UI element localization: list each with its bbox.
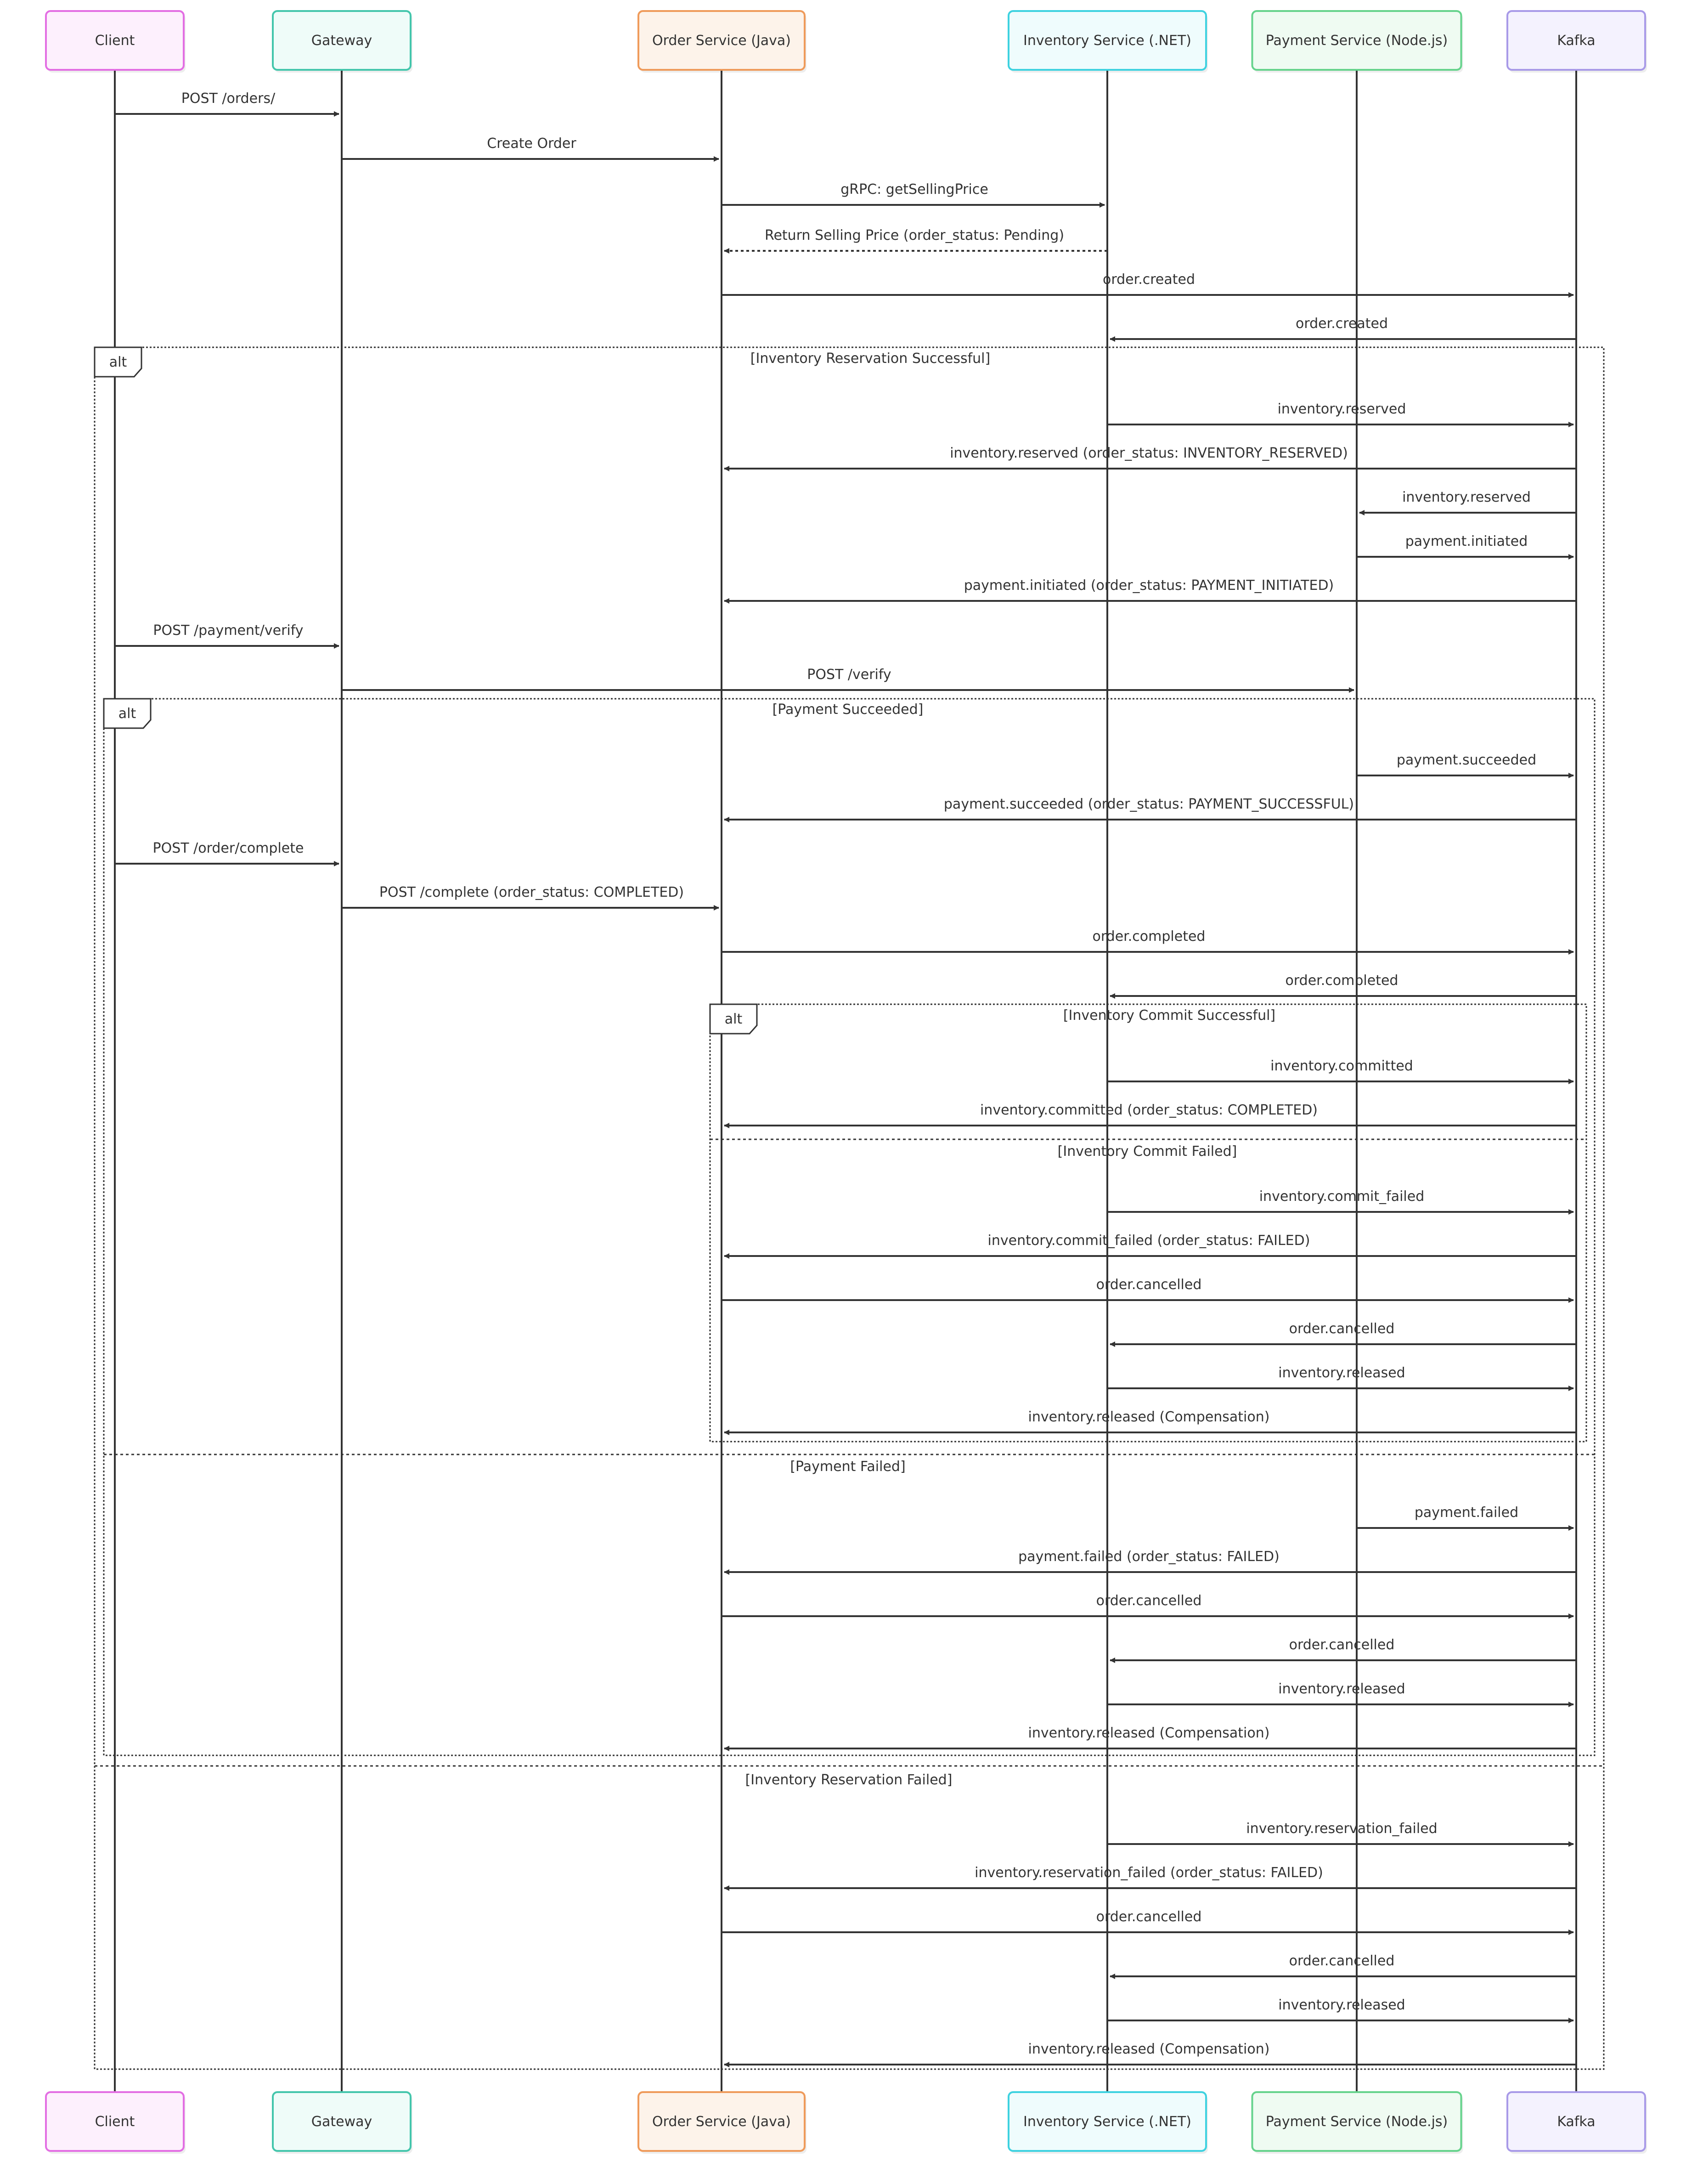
- actor-label: Client: [95, 33, 135, 49]
- message-label: inventory.reserved: [1402, 489, 1531, 505]
- message-label: POST /order/complete: [152, 840, 304, 856]
- frame-condition: [Inventory Commit Successful]: [1063, 1007, 1276, 1024]
- actor-order-top: [638, 11, 806, 73]
- message: [1357, 752, 1573, 775]
- message: [1110, 1321, 1576, 1344]
- message-label: inventory.reservation_failed (order_status: FAILED): [975, 1865, 1323, 1881]
- actor-label: Payment Service (Node.js): [1265, 2114, 1448, 2130]
- message: [724, 1865, 1576, 1888]
- frame-keyword: alt: [109, 354, 127, 370]
- message-label: inventory.released (Compensation): [1028, 1725, 1270, 1741]
- frame-border: [95, 347, 1604, 2069]
- message-label: payment.succeeded: [1396, 752, 1537, 768]
- message-label: POST /verify: [807, 667, 891, 683]
- message-label: payment.initiated: [1405, 533, 1528, 549]
- message: [722, 928, 1573, 952]
- message-label: inventory.released: [1278, 1365, 1405, 1381]
- actor-payment-bottom: [1252, 2092, 1463, 2154]
- message-label: POST /payment/verify: [153, 622, 304, 639]
- message-label: inventory.released (Compensation): [1028, 1409, 1270, 1425]
- actor-label: Order Service (Java): [652, 2114, 791, 2130]
- message: [342, 136, 719, 159]
- actor-label: Gateway: [311, 33, 372, 49]
- message: [722, 1909, 1573, 1932]
- message-label: payment.failed: [1414, 1505, 1519, 1521]
- alt-frame: [95, 347, 1604, 2069]
- message: [724, 1725, 1576, 1748]
- message-label: POST /orders/: [181, 91, 276, 107]
- message-label: order.completed: [1285, 973, 1398, 989]
- frame-border: [710, 1004, 1586, 1442]
- message: [115, 91, 339, 114]
- message-label: inventory.committed (order_status: COMPLETED): [980, 1102, 1318, 1118]
- message: [724, 577, 1576, 601]
- frame-condition: [Inventory Reservation Successful]: [750, 351, 991, 367]
- message-label: order.created: [1102, 272, 1195, 288]
- message-label: inventory.reservation_failed: [1246, 1821, 1438, 1837]
- message-label: Create Order: [487, 136, 576, 152]
- actor-client-bottom: [46, 2092, 186, 2154]
- message-label: inventory.released: [1278, 1681, 1405, 1697]
- message-label: inventory.released: [1278, 1997, 1405, 2013]
- message: [722, 181, 1105, 205]
- message: [342, 884, 719, 908]
- actor-gateway-top: [273, 11, 412, 73]
- message: [1357, 533, 1573, 557]
- actor-client-top: [46, 11, 186, 73]
- message: [724, 2041, 1576, 2065]
- message-label: order.cancelled: [1096, 1277, 1202, 1293]
- message: [1107, 1821, 1573, 1844]
- message: [724, 227, 1107, 251]
- frame-condition: [Inventory Commit Failed]: [1057, 1143, 1237, 1160]
- frame-condition: [Payment Succeeded]: [772, 702, 924, 718]
- message: [724, 1233, 1576, 1256]
- frame-keyword: alt: [724, 1011, 743, 1027]
- frame-keyword: alt: [118, 706, 136, 722]
- message-label: order.cancelled: [1096, 1909, 1202, 1925]
- actor-payment-top: [1252, 11, 1463, 73]
- message-label: order.cancelled: [1289, 1637, 1395, 1653]
- message: [1110, 1637, 1576, 1660]
- message: [1107, 1997, 1573, 2020]
- message: [722, 272, 1573, 295]
- actor-label: Order Service (Java): [652, 33, 791, 49]
- message: [724, 796, 1576, 820]
- message: [115, 840, 339, 864]
- message-label: order.cancelled: [1096, 1593, 1202, 1609]
- actor-label: Client: [95, 2114, 135, 2130]
- message-label: inventory.commit_failed: [1259, 1188, 1425, 1205]
- message: [1107, 401, 1573, 424]
- message: [1357, 1505, 1573, 1528]
- actor-kafka-top: [1507, 11, 1647, 73]
- frame-condition: [Inventory Reservation Failed]: [745, 1772, 953, 1788]
- alt-frame: [104, 699, 1595, 1755]
- message: [724, 1409, 1576, 1432]
- message: [724, 1102, 1576, 1126]
- message: [1107, 1681, 1573, 1704]
- actor-inventory-top: [1009, 11, 1208, 73]
- message: [342, 667, 1354, 690]
- message-label: order.created: [1295, 316, 1388, 332]
- message: [115, 622, 339, 646]
- message: [1107, 1365, 1573, 1388]
- message: [1359, 489, 1576, 513]
- frame-condition: [Payment Failed]: [790, 1459, 906, 1475]
- message: [1107, 1058, 1573, 1081]
- frame-border: [104, 699, 1595, 1755]
- message-label: payment.failed (order_status: FAILED): [1018, 1549, 1280, 1565]
- message: [1107, 1188, 1573, 1212]
- actor-label: Payment Service (Node.js): [1265, 33, 1448, 49]
- message-label: inventory.reserved: [1277, 401, 1406, 417]
- actor-inventory-bottom: [1009, 2092, 1208, 2154]
- message-label: payment.succeeded (order_status: PAYMENT_SUCCESSFUL): [943, 796, 1354, 812]
- actor-label: Inventory Service (.NET): [1023, 33, 1191, 49]
- message-label: inventory.committed: [1270, 1058, 1413, 1074]
- message-label: order.completed: [1092, 928, 1206, 945]
- message-label: order.cancelled: [1289, 1953, 1395, 1969]
- actor-gateway-bottom: [273, 2092, 412, 2154]
- message-label: inventory.commit_failed (order_status: FAILED): [987, 1233, 1310, 1249]
- actor-label: Inventory Service (.NET): [1023, 2114, 1191, 2130]
- actor-order-bottom: [638, 2092, 806, 2154]
- alt-frame: [710, 1004, 1586, 1442]
- actor-label: Kafka: [1557, 2114, 1596, 2130]
- actor-label: Gateway: [311, 2114, 372, 2130]
- message: [724, 445, 1576, 469]
- message-label: POST /complete (order_status: COMPLETED): [379, 884, 684, 900]
- message: [1110, 973, 1576, 996]
- actor-label: Kafka: [1557, 33, 1596, 49]
- message-label: payment.initiated (order_status: PAYMENT_INITIATED): [964, 577, 1334, 594]
- message: [724, 1549, 1576, 1572]
- message-label: gRPC: getSellingPrice: [840, 181, 988, 198]
- message: [1110, 1953, 1576, 1976]
- message: [722, 1277, 1573, 1300]
- message: [722, 1593, 1573, 1616]
- actor-kafka-bottom: [1507, 2092, 1647, 2154]
- message-label: inventory.reserved (order_status: INVENTORY_RESERVED): [950, 445, 1348, 461]
- message-label: inventory.released (Compensation): [1028, 2041, 1270, 2057]
- message: [1110, 316, 1576, 339]
- message-label: order.cancelled: [1289, 1321, 1395, 1337]
- message-label: Return Selling Price (order_status: Pending): [764, 227, 1065, 243]
